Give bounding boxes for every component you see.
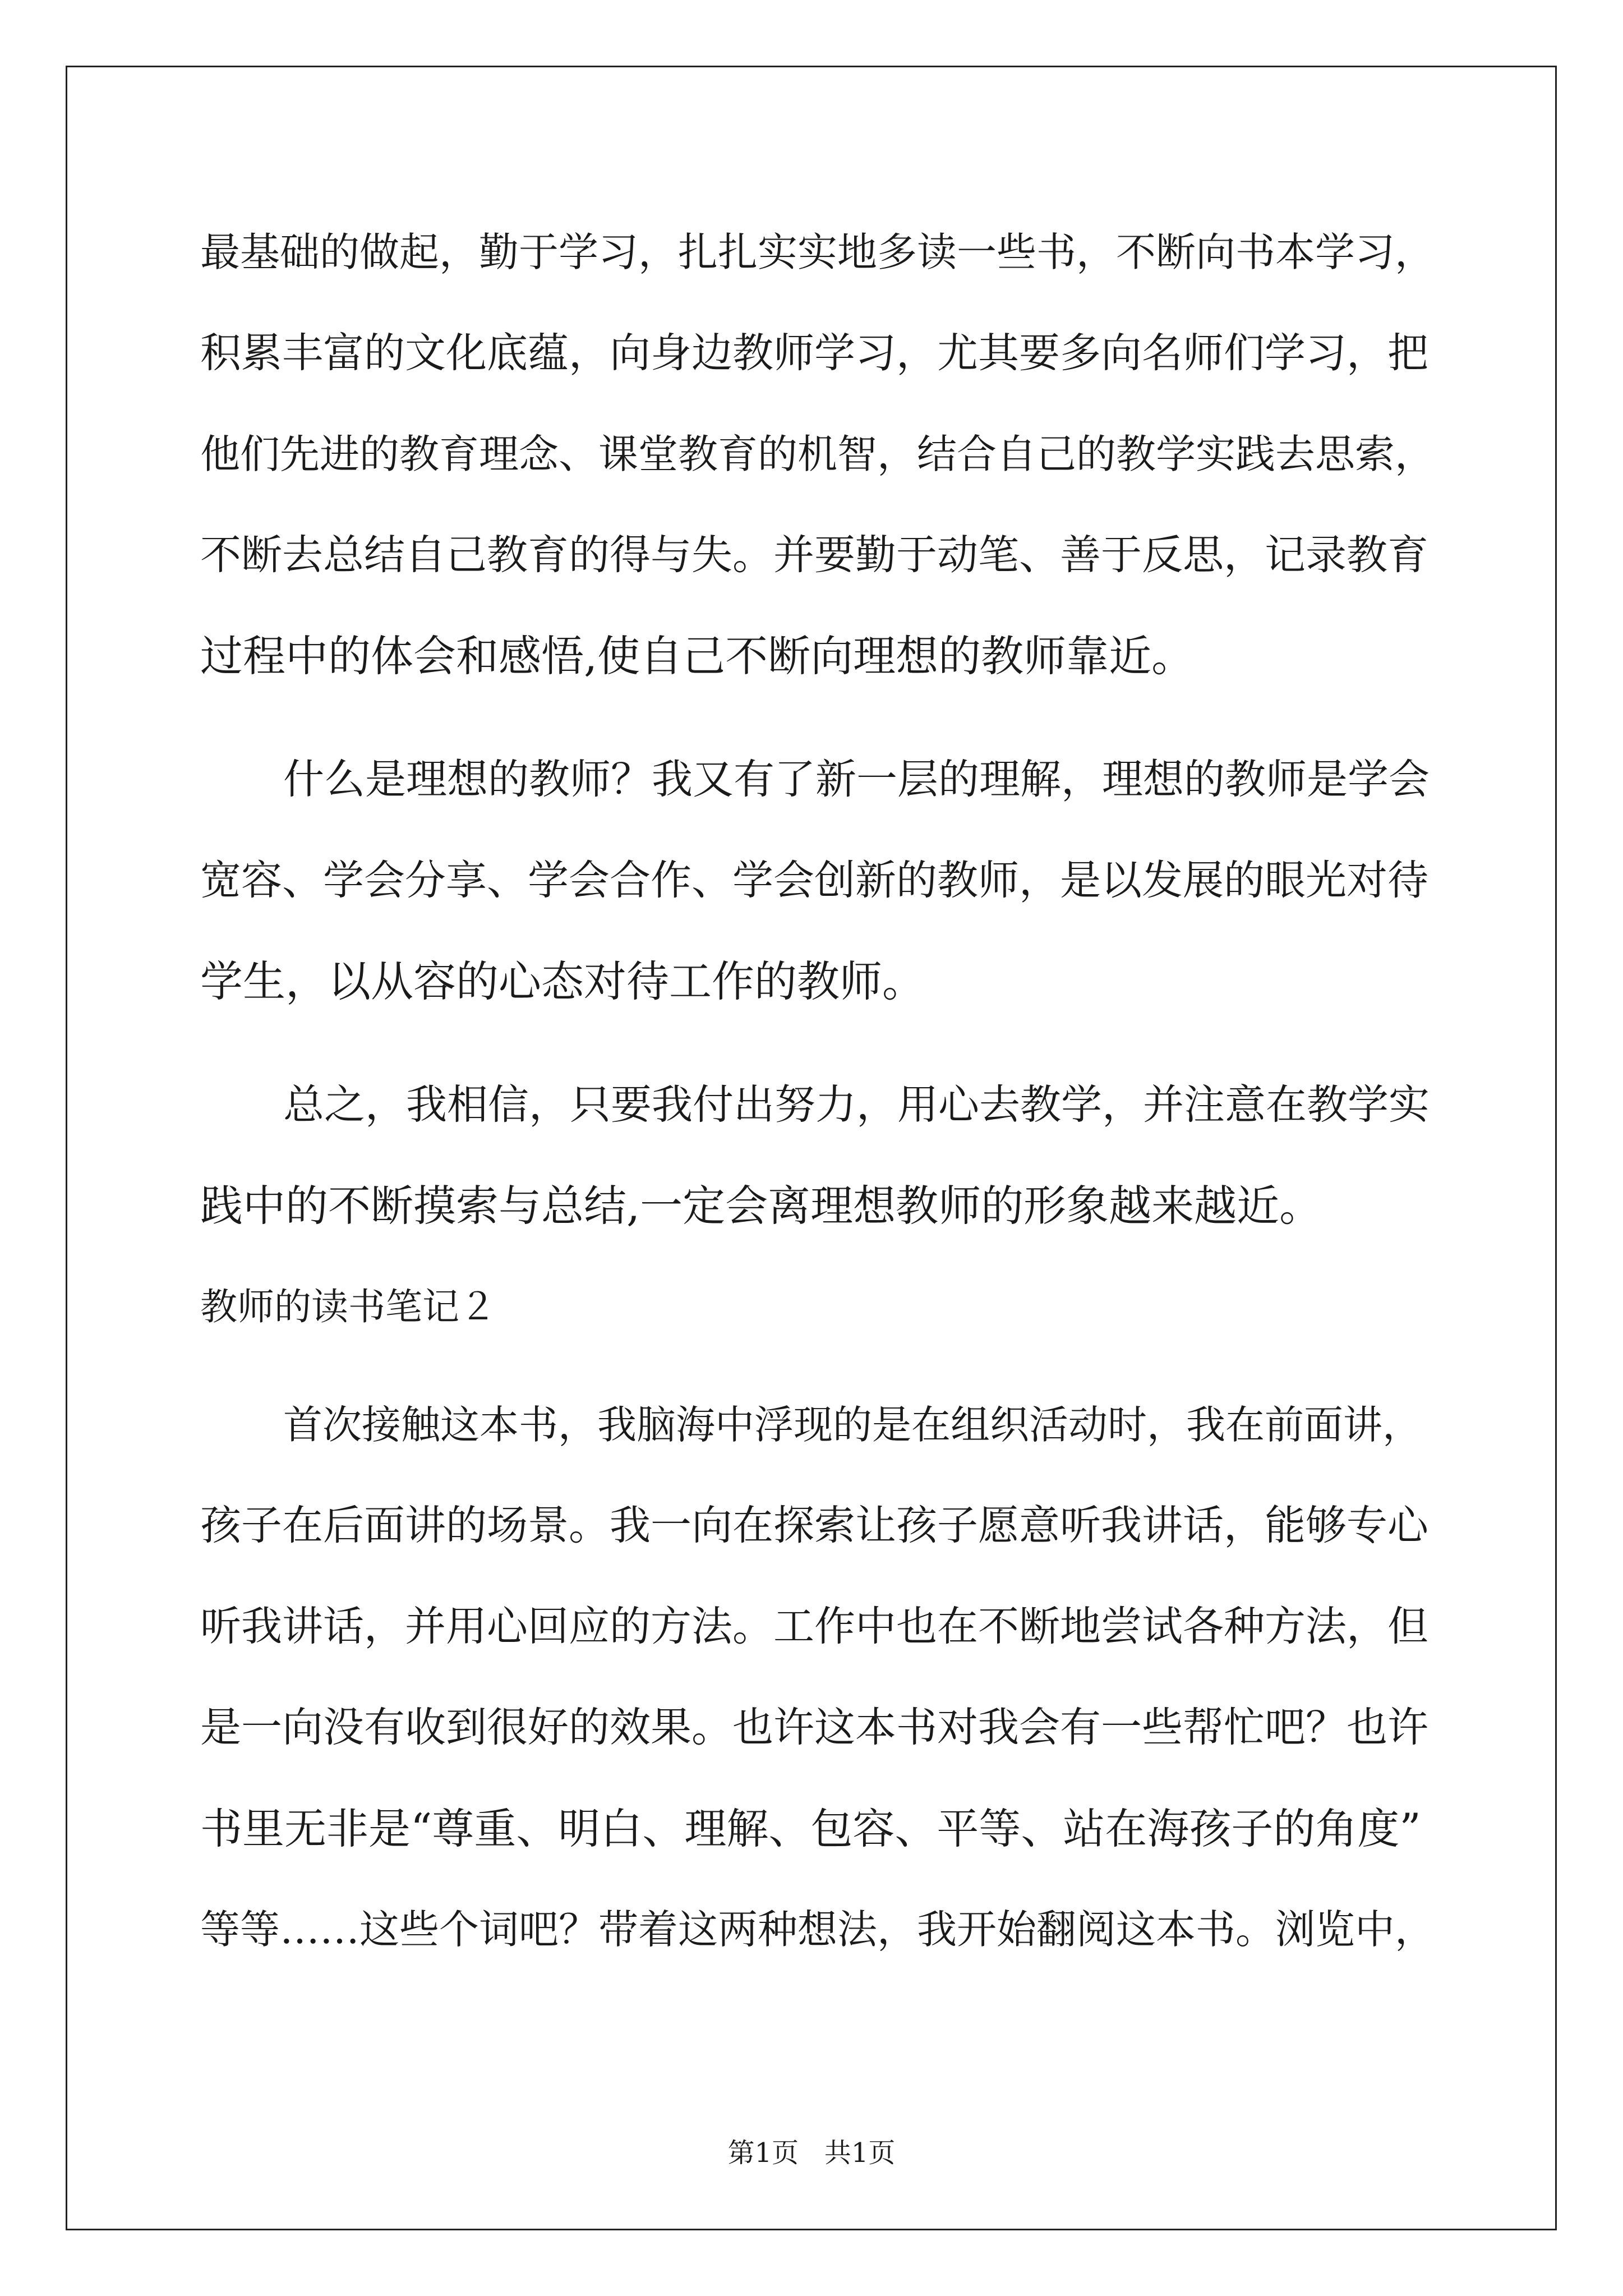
text-line: 宽容、学会分享、学会合作、学会创新的教师，是以发展的眼光对待 [200,857,1428,904]
text-line: 践中的不断摸索与总结,一定会离理想教师的形象越来越近。 [200,1181,1322,1231]
paragraph-first-line: 什么是理想的教师？我又有了新一层的理解，理想的教师是学会 [283,756,1430,803]
text-line: 等等……这些个词吧？带着这两种想法，我开始翻阅这本书。浏览中， [200,1906,1435,1953]
section-heading: 教师的读书笔记２ [200,1285,496,1328]
text-line: 书里无非是“尊重、明白、理解、包容、平等、站在海孩子的角度” [200,1804,1421,1853]
text-line: 是一向没有收到很好的效果。也许这本书对我会有一些帮忙吧？也许 [200,1704,1428,1751]
text-line: 积累丰富的文化底蕴，向身边教师学习，尤其要多向名师们学习，把 [200,329,1428,377]
paragraph-first-line: 首次接触这本书，我脑海中浮现的是在组织活动时，我在前面讲， [283,1402,1422,1448]
paragraph-first-line: 总之，我相信，只要我付出努力，用心去教学，并注意在教学实 [283,1081,1430,1129]
text-line: 听我讲话，并用心回应的方法。工作中也在不断地尝试各种方法，但 [200,1603,1428,1650]
text-line: 最基础的做起，勤于学习，扎扎实实地多读一些书，不断向书本学习， [200,229,1435,275]
text-line: 不断去总结自己教育的得与失。并要勤于动笔、善于反思，记录教育 [200,531,1428,579]
text-line: 他们先进的教育理念、课堂教育的机智，结合自己的教学实践去思索， [200,431,1435,477]
text-line: 学生，以从容的心态对待工作的教师。 [200,956,925,1006]
page-number-footer: 第1页 共1页 [727,2137,896,2169]
text-line: 孩子在后面讲的场景。我一向在探索让孩子愿意听我讲话，能够专心 [200,1502,1428,1549]
text-line: 过程中的体会和感悟,使自己不断向理想的教师靠近。 [200,631,1195,681]
